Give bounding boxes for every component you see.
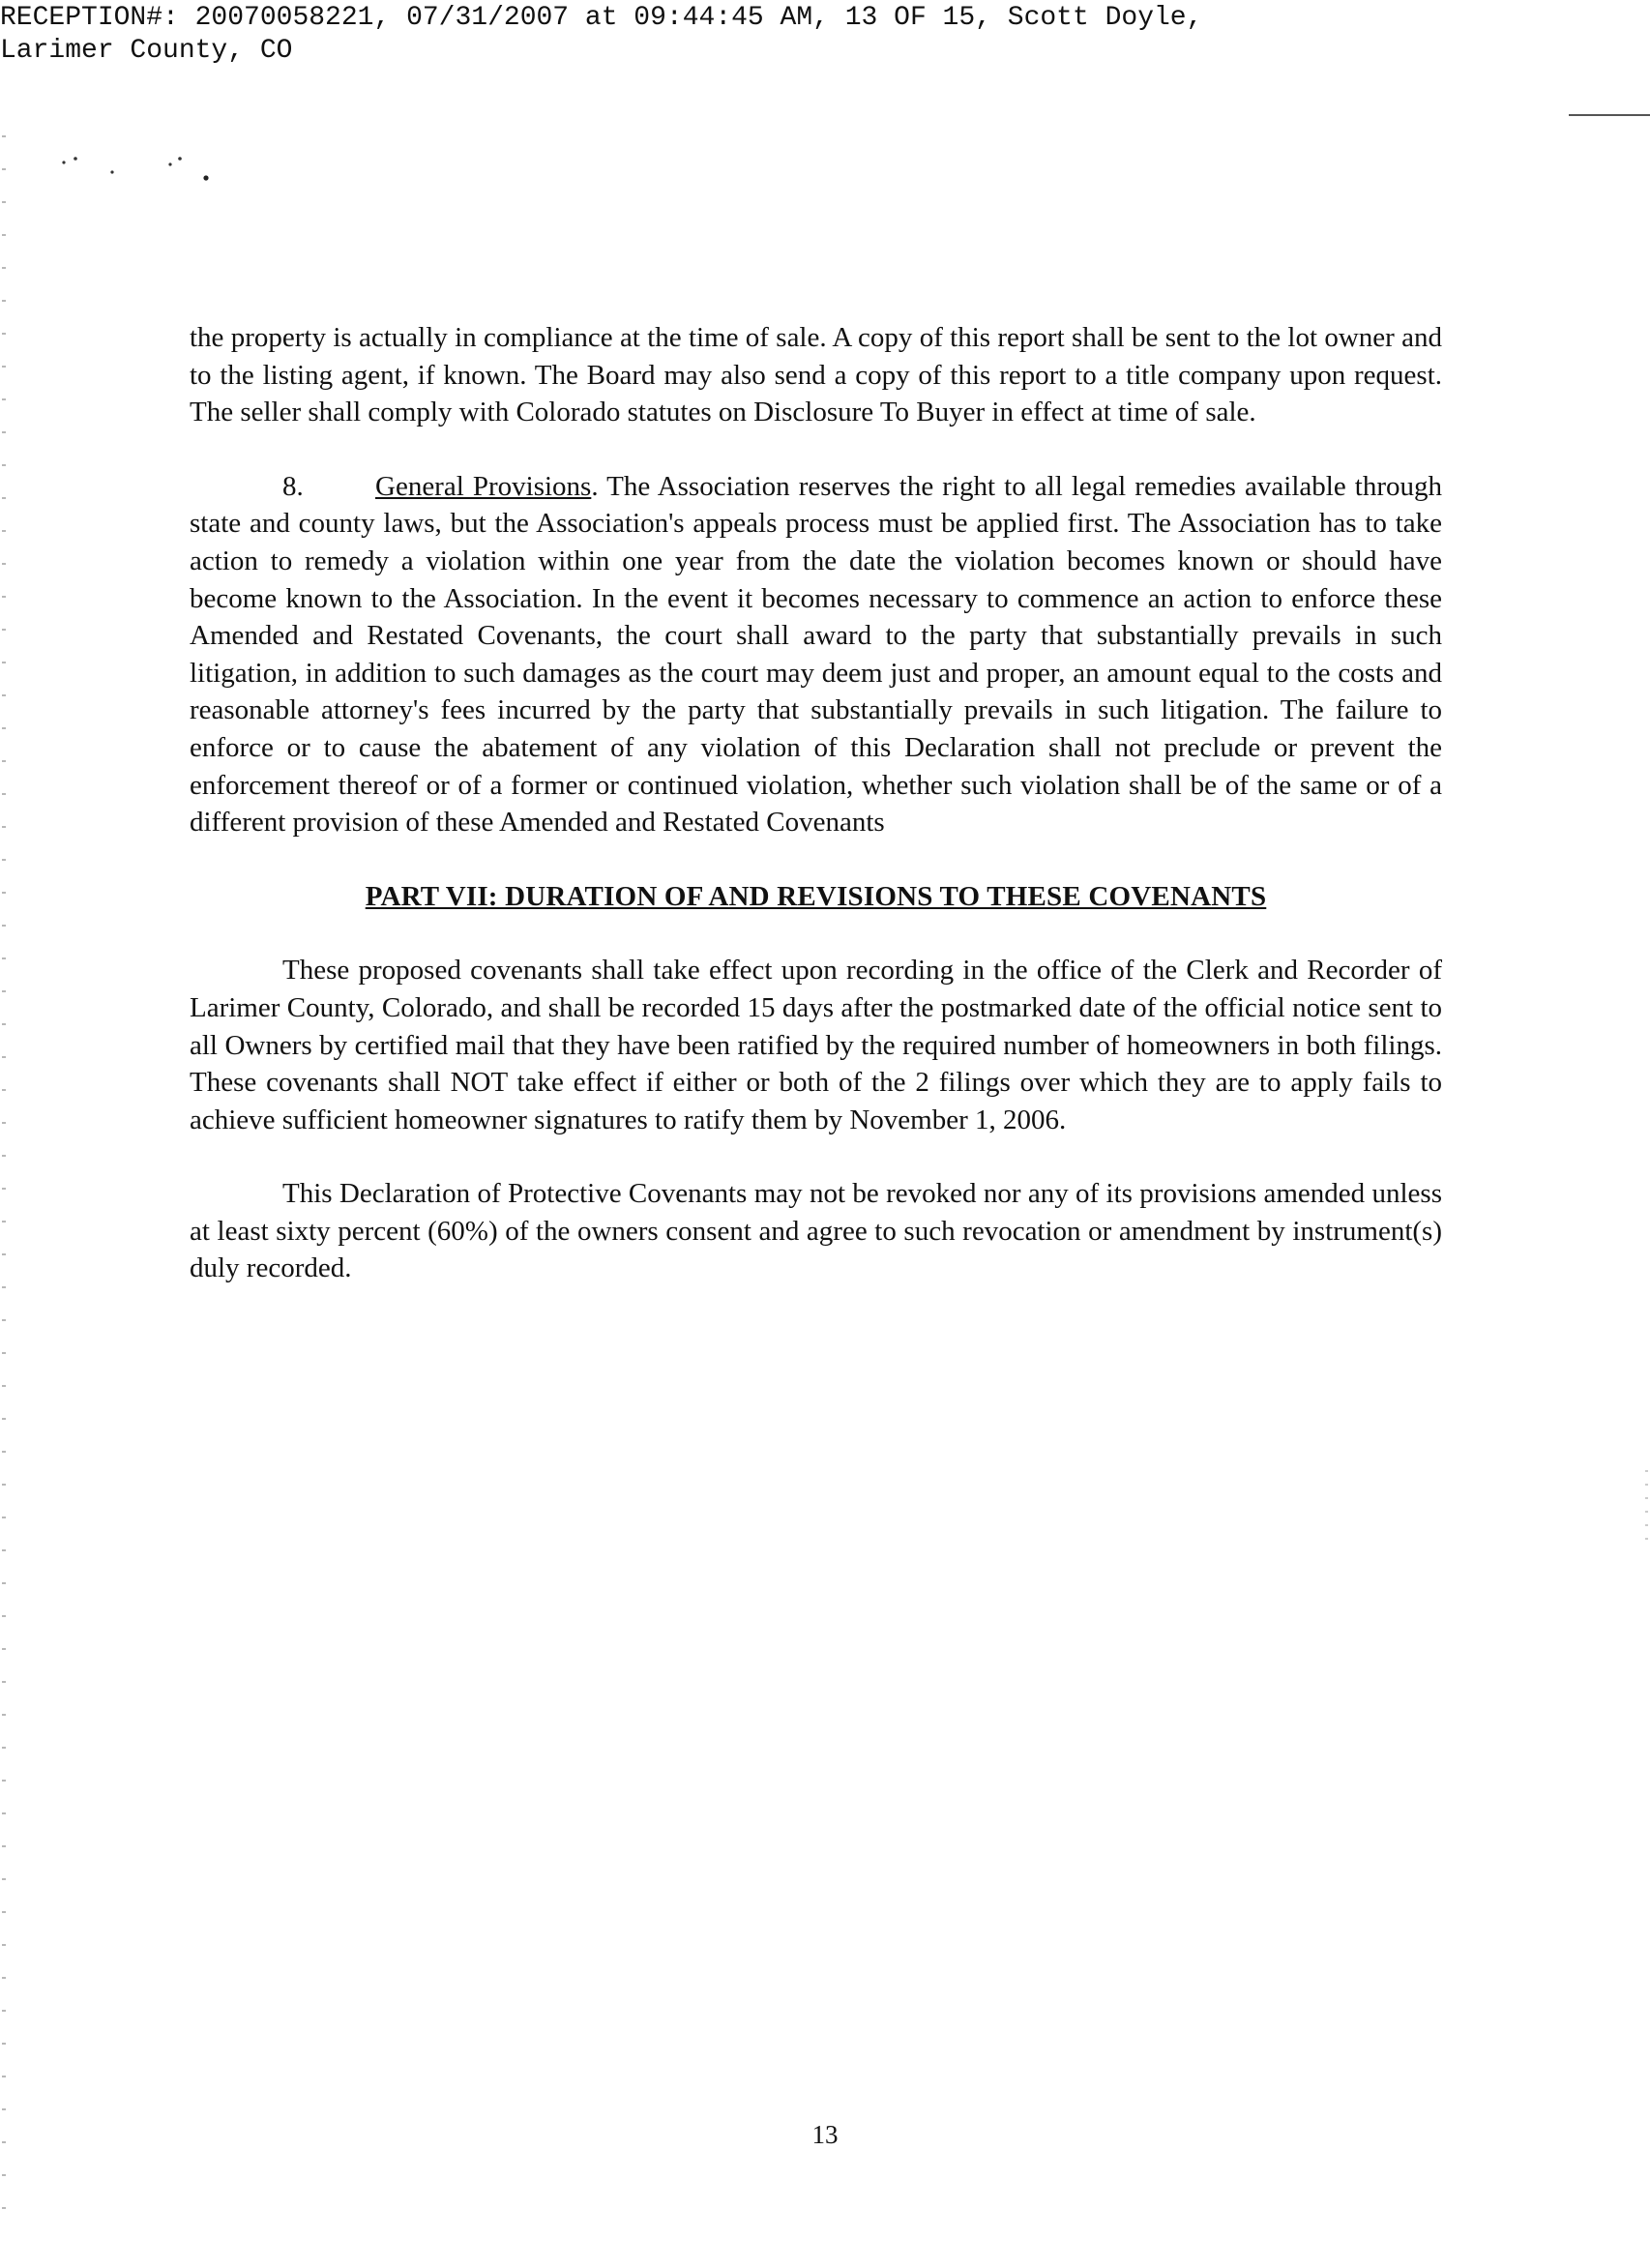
- recording-stamp-line-2: Larimer County, CO: [0, 36, 293, 66]
- part-vii-paragraph-1: These proposed covenants shall take effect upon recording in the office of the Clerk and Recorder of Larimer County, Colorado, and shall be recorded 15 days after the postmarked date of the official notice sent to all Owners by certified mail that they have been ratified by the required number of homeowners in both filings. These covenants shall NOT take effect if either or both of the 2 filings over which they are to apply fails to achieve sufficient homeowner signatures to ratify them by November 1, 2006.: [190, 955, 1442, 1135]
- section-title-period: .: [591, 470, 599, 502]
- page-number: 13: [811, 2120, 839, 2149]
- section-8-general-provisions: [190, 468, 1442, 841]
- part-vii-paragraph-2: This Declaration of Protective Covenants may not be revoked nor any of its provisions amended unless at least sixty percent (60%) of the owners consent and agree to such revocation or amendment by instrument(s) duly recorded.: [190, 1178, 1442, 1284]
- section-number: 8.: [282, 470, 304, 502]
- scan-speck-marks: [56, 145, 230, 184]
- scan-right-margin-artifacts: [1645, 1470, 1648, 1547]
- scan-left-margin-artifacts: [2, 135, 6, 2215]
- section-body: The Association reserves the right to all legal remedies available through state and county laws, but the Association's appeals process must be applied first. The Association has to take action to remedy a violation within one year from the date the violation becomes known or should have become known to the Association. In the event it becomes necessary to commence an action to enforce these Amended and Restated Covenants, the court shall award to the party that substantially prevails in such litigation, in addition to such damages as the court may deem just and proper, an amount equal to the costs and reasonable attorney's fees incurred by the party that substantially prevails in such litigation. The failure to enforce or to cause the abatement of any violation of this Declaration shall not preclude or prevent the enforcement thereof or of a former or continued violation, whether such violation shall be of the same or of a different provision of these Amended and Restated Covenants: [190, 470, 1442, 839]
- continued-paragraph: the property is actually in compliance at the time of sale. A copy of this report shall be sent to the lot owner and to the listing agent, if known. The Board may also send a copy of this report to a title company upon request. The seller shall comply with Colorado statutes on Disclosure To Buyer in effect at time of sale.: [190, 322, 1442, 428]
- recording-stamp-line-1: RECEPTION#: 20070058221, 07/31/2007 at 09:44:45 AM, 13 OF 15, Scott Doyle,: [0, 3, 1203, 33]
- section-title: General Provisions: [375, 470, 592, 502]
- scan-edge-line: [1569, 114, 1650, 116]
- document-body: [190, 319, 1442, 1324]
- part-vii-heading: PART VII: DURATION OF AND REVISIONS TO THESE COVENANTS: [365, 880, 1267, 912]
- recording-stamp: [0, 2, 1202, 68]
